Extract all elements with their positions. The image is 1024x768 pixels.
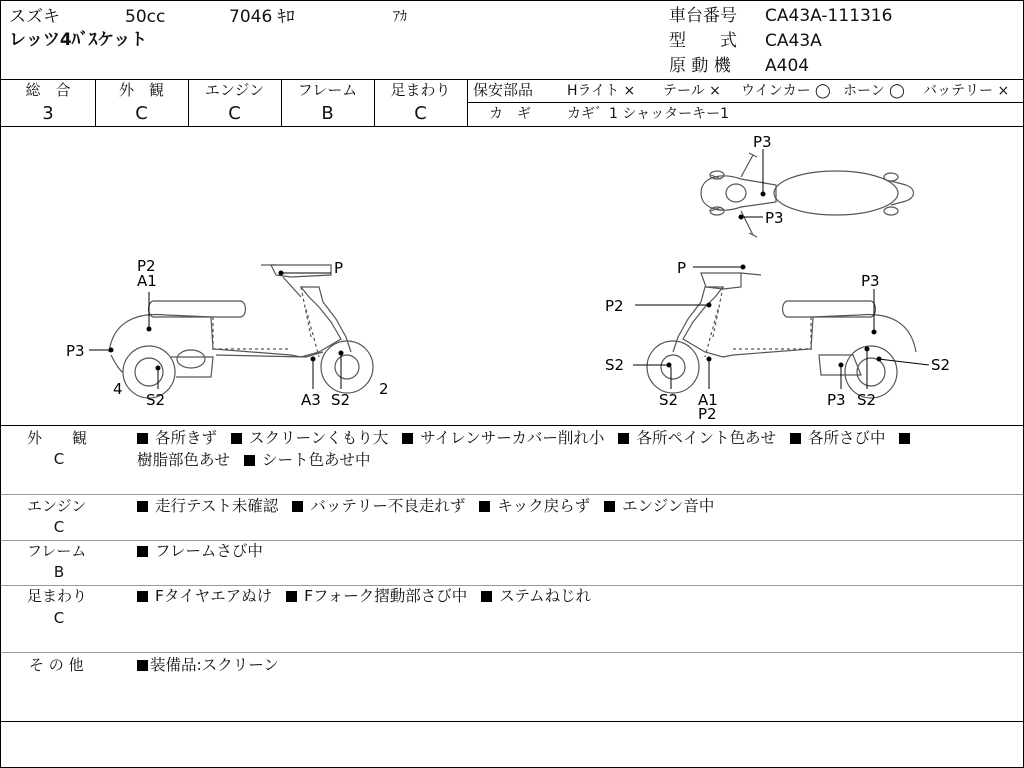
section-exterior-items-line2 (137, 453, 385, 469)
right-label-p: P (677, 259, 687, 277)
list-item: スクリーンくもり大 (249, 429, 389, 447)
engine-grade: C (228, 103, 241, 124)
left-label-2: 2 (379, 380, 389, 398)
divider (1, 425, 1023, 426)
bullet-icon (899, 433, 910, 444)
bullet-icon (137, 501, 148, 512)
top-label-p3b: P3 (765, 209, 784, 227)
list-item: 各所ペイント色あせ (636, 429, 776, 447)
left-label-a1: A1 (137, 272, 157, 290)
mileage: 7046 ｷﾛ (229, 7, 295, 27)
section-other-label: そ の 他 (29, 656, 84, 674)
right-scooter-drawing (647, 273, 916, 398)
right-label-s2b: S2 (659, 391, 679, 409)
exterior-grade: C (135, 103, 148, 124)
list-item: 各所きず (155, 429, 218, 447)
key-label: カ ギ (489, 106, 531, 122)
bullet-icon (286, 591, 297, 602)
frame-grade-label: フレーム (297, 81, 358, 99)
engine-value: A404 (765, 56, 810, 76)
safety-headlight: Hライト × (567, 83, 636, 99)
key-value: カギ゛1 シャッターキー1 (567, 106, 729, 122)
divider (1, 540, 1023, 541)
engine-grade-label: エンジン (204, 81, 265, 99)
list-item: Fフォーク摺動部さび中 (304, 587, 468, 605)
left-label-s2a: S2 (146, 391, 166, 409)
list-item: 装備品:スクリーン (150, 656, 279, 674)
top-label-p3a: P3 (753, 133, 772, 151)
bullet-icon (137, 546, 148, 557)
right-label-p2: P2 (605, 297, 624, 315)
engine-label: 原 動 機 (669, 56, 731, 76)
model-name: レッツ4ﾊﾞｽケット (9, 30, 148, 50)
damage-diagram (1, 127, 1023, 425)
bullet-icon (137, 433, 148, 444)
displacement: 50cc (125, 7, 166, 27)
right-label-a1: A1 (698, 391, 718, 409)
left-label-p3: P3 (66, 342, 85, 360)
top-scooter-drawing (701, 153, 914, 237)
section-suspension-grade: C (53, 609, 65, 627)
list-item: ステムねじれ (499, 587, 592, 605)
bullet-icon (790, 433, 801, 444)
right-label-s2c: S2 (931, 356, 951, 374)
divider (1, 585, 1023, 586)
section-exterior-grade: C (53, 450, 65, 468)
safety-winker: ウインカー ◯ (741, 83, 831, 99)
bullet-icon (481, 591, 492, 602)
section-suspension-label: 足まわり (27, 587, 88, 605)
section-suspension-items (137, 589, 605, 605)
divider (1, 79, 1023, 80)
type-label: 型 式 (669, 31, 737, 51)
bullet-icon (604, 501, 615, 512)
list-item: 各所さび中 (807, 429, 886, 447)
list-item: キック戻らず (497, 497, 591, 515)
section-engine-items (137, 499, 728, 515)
total-grade: 3 (42, 103, 54, 124)
color: ｱｶ (393, 9, 407, 25)
section-engine-label: エンジン (27, 497, 87, 515)
total-label: 総 合 (25, 81, 71, 99)
list-item: エンジン音中 (622, 497, 715, 515)
safety-battery: バッテリー × (923, 83, 1010, 99)
safety-tail: テール × (663, 83, 721, 99)
safety-label: 保安部品 (473, 81, 534, 99)
right-label-s2d: S2 (857, 391, 877, 409)
suspension-grade: C (414, 103, 427, 124)
maker: スズキ (9, 7, 60, 27)
section-exterior-items-line1 (137, 431, 917, 447)
right-label-p3b: P3 (827, 391, 846, 409)
divider (1, 652, 1023, 653)
left-label-4: 4 (113, 380, 123, 398)
list-item: バッテリー不良走れず (310, 497, 466, 515)
bullet-icon (402, 433, 413, 444)
left-label-a3: A3 (301, 391, 321, 409)
divider (467, 79, 468, 127)
frame-grade: B (321, 103, 334, 124)
section-engine-grade: C (53, 518, 65, 536)
suspension-grade-label: 足まわり (390, 81, 451, 99)
section-frame-grade: B (53, 563, 65, 581)
list-item: 樹脂部色あせ (137, 451, 231, 469)
bullet-icon (618, 433, 629, 444)
bullet-icon (231, 433, 242, 444)
divider (1, 494, 1023, 495)
bullet-icon (244, 455, 255, 466)
type-value: CA43A (765, 31, 822, 51)
left-label-s2b: S2 (331, 391, 351, 409)
frame-no-label: 車台番号 (669, 6, 737, 26)
section-exterior-label: 外 観 (27, 429, 88, 447)
right-label-p3: P3 (861, 272, 880, 290)
list-item: 走行テスト未確認 (155, 497, 279, 515)
right-label-s2a: S2 (605, 356, 625, 374)
left-label-p2: P2 (137, 257, 156, 275)
section-other-items (137, 658, 293, 674)
divider (1, 721, 1023, 722)
list-item: シート色あせ中 (262, 451, 371, 469)
list-item: Fタイヤエアぬけ (155, 587, 273, 605)
exterior-label: 外 観 (118, 81, 164, 99)
left-label-p: P (334, 259, 344, 277)
frame-no: CA43A-111316 (765, 6, 893, 26)
bullet-icon (479, 501, 490, 512)
bullet-icon (292, 501, 303, 512)
section-frame-label: フレーム (27, 542, 87, 560)
list-item: フレームさび中 (155, 542, 263, 560)
section-frame-items (137, 544, 277, 560)
list-item: サイレンサーカバー削れ小 (420, 429, 605, 447)
right-label-p2b: P2 (698, 405, 717, 423)
safety-horn: ホーン ◯ (843, 83, 905, 99)
bullet-icon (137, 591, 148, 602)
divider (467, 102, 1023, 103)
bullet-icon (137, 660, 148, 671)
